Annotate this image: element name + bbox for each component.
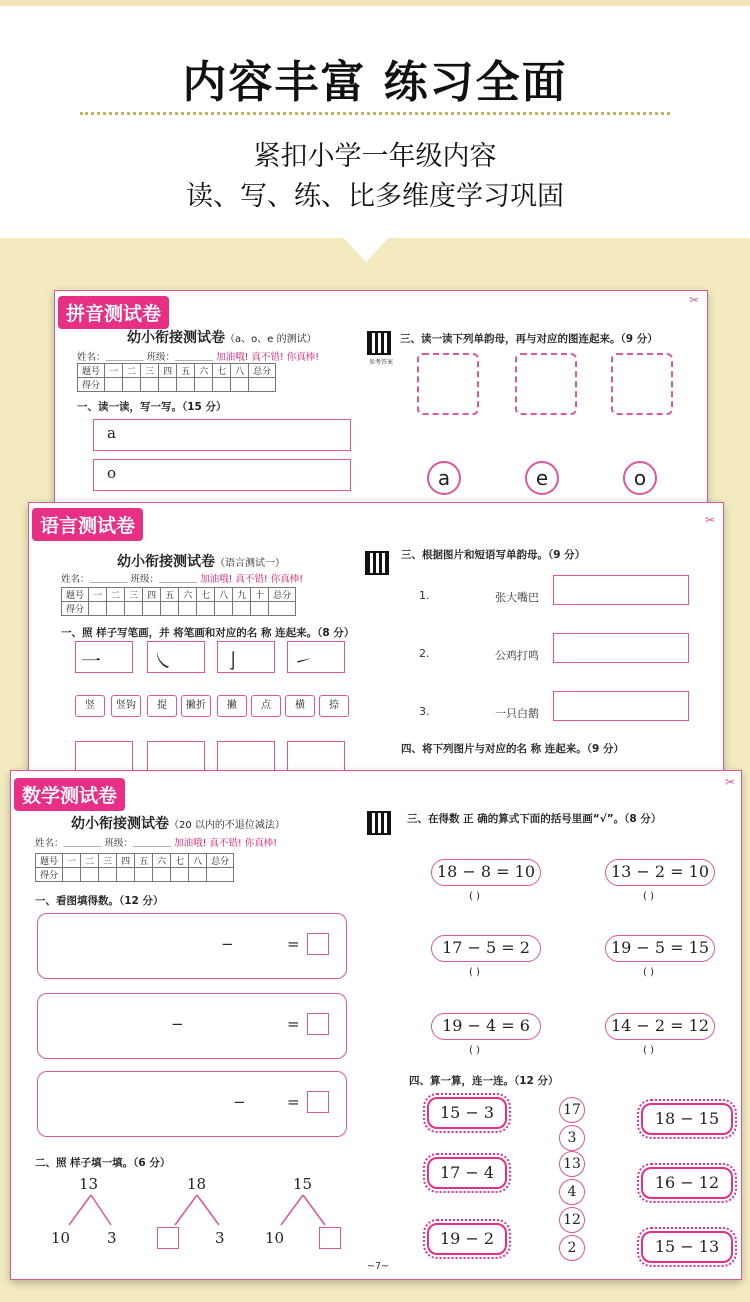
answer-paren[interactable]: ( ) — [469, 891, 480, 902]
table-header-cell: 五 — [177, 364, 195, 378]
item-num: 1. — [419, 589, 430, 602]
table-header-cell: 八 — [231, 364, 249, 378]
header — [0, 6, 750, 238]
section-3-title: 三、读一读下列单韵母，再与对应的图连起来。（9 分） — [400, 333, 658, 345]
table-header-cell: 七 — [197, 588, 215, 602]
tree-branch — [91, 1195, 111, 1225]
stroke-label: 点 — [251, 695, 281, 717]
tag-math: 数学测试卷 — [14, 778, 125, 811]
table-header-cell: 六 — [153, 854, 171, 868]
item-num: 3. — [419, 705, 430, 718]
op-minus: − — [233, 1093, 246, 1111]
qr-code — [367, 811, 391, 835]
stroke-char: ㇏ — [153, 649, 173, 673]
section-2-title: 二、照 样子填一填。（6 分） — [35, 1157, 171, 1169]
answer-box[interactable] — [157, 1227, 179, 1249]
table-header-cell: 六 — [195, 364, 213, 378]
table-header-cell: 四 — [143, 588, 161, 602]
answer-grid — [553, 691, 689, 721]
answer-box[interactable] — [307, 933, 329, 955]
page-number: ~7~ — [367, 1261, 389, 1272]
qr-label: 参考答案 — [369, 359, 394, 366]
rooster-image — [515, 353, 577, 415]
table-header-cell: 七 — [171, 854, 189, 868]
qr-code — [365, 551, 389, 575]
name-field: 姓名：＿＿＿＿ 班级：＿＿＿＿ 加油哦! 真不错! 你真棒! — [61, 574, 304, 585]
scissors-icon: ✂ — [688, 293, 699, 307]
section-1-title: 一、照 样子写笔画，并 将笔画和对应的名 称 连起来。（8 分） — [61, 627, 355, 639]
sheet-language — [28, 502, 724, 780]
pointer-notch — [342, 236, 390, 262]
tag-language: 语言测试卷 — [32, 508, 143, 541]
answer-box[interactable] — [319, 1227, 341, 1249]
stroke-box — [287, 741, 345, 773]
phrase: 张大嘴巴 — [495, 591, 539, 604]
table-header-cell: 十 — [251, 588, 269, 602]
subtitle-1: 紧扣小学一年级内容 — [253, 141, 497, 172]
answer-box[interactable] — [307, 1091, 329, 1113]
chick-image — [417, 353, 479, 415]
table-header-cell: 总分 — [207, 854, 234, 868]
table-header-cell: 二 — [123, 364, 141, 378]
answer-circle[interactable]: 12 — [559, 1207, 585, 1233]
picture-box — [37, 1071, 347, 1137]
op-equals: = — [287, 935, 300, 953]
letter-o: o — [107, 464, 117, 482]
picture-box — [37, 913, 347, 979]
tree-top: 15 — [293, 1175, 313, 1193]
expr-left[interactable]: 19 − 2 — [427, 1223, 507, 1255]
writing-grid — [93, 459, 351, 491]
op-equals: = — [287, 1015, 300, 1033]
table-header-cell: 四 — [117, 854, 135, 868]
score-table: 题号 一 二 三 四 五 六 七 八 九 十 总分 得分 — [61, 587, 296, 616]
circle-e: e — [525, 461, 559, 495]
stroke-label: 竖 — [75, 695, 105, 717]
answer-paren[interactable]: ( ) — [643, 891, 654, 902]
table-header-cell: 二 — [107, 588, 125, 602]
sheet-title: 幼小衔接测试卷（20 以内的不退位减法） — [71, 816, 285, 832]
circle-o: o — [623, 461, 657, 495]
sheet-title: 幼小衔接测试卷（语言测试一） — [117, 554, 285, 570]
section-1-title: 一、读一读，写一写。（15 分） — [77, 401, 227, 413]
section-3-title: 三、根据图片和短语写单韵母。（9 分） — [401, 549, 586, 561]
tree-branch — [175, 1195, 197, 1225]
table-header-cell: 三 — [99, 854, 117, 868]
score-table: 题号 一 二 三 四 五 六 七 八 总分 得分 — [77, 363, 276, 392]
circle-a: a — [427, 461, 461, 495]
stroke-label: 捺 — [319, 695, 349, 717]
stroke-label: 撇 — [217, 695, 247, 717]
headline: 内容丰富 练习全面 — [182, 57, 568, 108]
name-field: 姓名：＿＿＿＿ 班级：＿＿＿＿ 加油哦! 真不错! 你真棒! — [77, 352, 320, 363]
score-table: 题号 一 二 三 四 五 六 七 八 总分 得分 — [35, 853, 234, 882]
tree-top: 18 — [187, 1175, 207, 1193]
writing-grid — [93, 419, 351, 451]
table-header-cell: 一 — [105, 364, 123, 378]
section-4-title: 四、将下列图片与对应的名 称 连起来。（9 分） — [401, 743, 625, 755]
tag-pinyin: 拼音测试卷 — [58, 296, 169, 329]
dotted-divider — [80, 112, 670, 115]
expr-left[interactable]: 17 − 4 — [427, 1157, 507, 1189]
expr-right[interactable]: 15 − 13 — [641, 1231, 733, 1263]
stroke-box — [217, 741, 275, 773]
answer-grid — [553, 575, 689, 605]
tree-branch — [69, 1195, 91, 1225]
tree-left: 10 — [51, 1229, 71, 1247]
phrase: 公鸡打鸣 — [495, 649, 539, 662]
answer-paren[interactable]: ( ) — [643, 1045, 654, 1056]
equation: 17 − 5 = 2 — [431, 935, 541, 962]
tree-branch — [281, 1195, 303, 1225]
tree-right: 3 — [215, 1229, 225, 1247]
picture-box — [37, 993, 347, 1059]
table-header-cell: 五 — [135, 854, 153, 868]
stroke-label: 撇折 — [181, 695, 211, 717]
table-header-cell: 题号 — [62, 588, 89, 602]
stroke-box — [75, 741, 133, 773]
tree-top: 13 — [79, 1175, 99, 1193]
section-3-title: 三、在得数 正 确的算式下面的括号里画“√”。（8 分） — [407, 813, 662, 825]
answer-circle[interactable]: 3 — [559, 1125, 585, 1151]
stroke-char: ㇀ — [293, 649, 313, 673]
stroke-char: 亅 — [223, 649, 243, 673]
equation: 14 − 2 = 12 — [605, 1013, 715, 1040]
equation: 18 − 8 = 10 — [431, 859, 541, 886]
table-header-cell: 一 — [89, 588, 107, 602]
sheet-math — [10, 770, 742, 1280]
table-header-cell: 题号 — [36, 854, 63, 868]
item-num: 2. — [419, 647, 430, 660]
table-header-cell: 三 — [141, 364, 159, 378]
section-1-title: 一、看图填得数。（12 分） — [35, 895, 164, 907]
table-header-cell: 九 — [233, 588, 251, 602]
expr-left[interactable]: 15 − 3 — [427, 1097, 507, 1129]
goose-image — [611, 353, 673, 415]
equation: 19 − 5 = 15 — [605, 935, 715, 962]
op-equals: = — [287, 1093, 300, 1111]
table-header-cell: 二 — [81, 854, 99, 868]
stroke-box — [147, 741, 205, 773]
tree-branch — [197, 1195, 219, 1225]
table-header-cell: 八 — [189, 854, 207, 868]
answer-paren[interactable]: ( ) — [643, 967, 654, 978]
op-minus: − — [171, 1015, 184, 1033]
stroke-label: 竖钩 — [111, 695, 141, 717]
section-4-title: 四、算一算，连一连。（12 分） — [409, 1075, 559, 1087]
answer-circle[interactable]: 17 — [559, 1097, 585, 1123]
table-header-cell: 三 — [125, 588, 143, 602]
sheet-title: 幼小衔接测试卷（a、o、e 的测试） — [127, 330, 317, 346]
answer-grid — [553, 633, 689, 663]
table-header-cell: 五 — [161, 588, 179, 602]
answer-box[interactable] — [307, 1013, 329, 1035]
letter-a: a — [107, 424, 116, 442]
expr-right[interactable]: 16 − 12 — [641, 1167, 733, 1199]
op-minus: − — [221, 935, 234, 953]
scissors-icon: ✂ — [704, 513, 715, 527]
tree-right: 3 — [107, 1229, 117, 1247]
tree-left: 10 — [265, 1229, 285, 1247]
stroke-char: 一 — [81, 649, 101, 673]
table-header-cell: 四 — [159, 364, 177, 378]
table-header-cell: 题号 — [78, 364, 105, 378]
scissors-icon: ✂ — [724, 775, 735, 789]
table-header-cell: 七 — [213, 364, 231, 378]
equation: 19 − 4 = 6 — [431, 1013, 541, 1040]
answer-paren[interactable]: ( ) — [469, 1045, 480, 1056]
subtitle-2: 读、写、练、比多维度学习巩固 — [186, 181, 564, 212]
table-header-cell: 总分 — [269, 588, 296, 602]
answer-circle[interactable]: 2 — [559, 1235, 585, 1261]
tree-branch — [303, 1195, 325, 1225]
stroke-label: 提 — [147, 695, 177, 717]
phrase: 一只白鹅 — [495, 707, 539, 720]
expr-right[interactable]: 18 − 15 — [641, 1103, 733, 1135]
answer-circle[interactable]: 4 — [559, 1179, 585, 1205]
table-header-cell: 六 — [179, 588, 197, 602]
equation: 13 − 2 = 10 — [605, 859, 715, 886]
stroke-label: 横 — [285, 695, 315, 717]
table-header-cell: 总分 — [249, 364, 276, 378]
table-header-cell: 一 — [63, 854, 81, 868]
table-header-cell: 八 — [215, 588, 233, 602]
name-field: 姓名：＿＿＿＿ 班级：＿＿＿＿ 加油哦! 真不错! 你真棒! — [35, 838, 278, 849]
answer-paren[interactable]: ( ) — [469, 967, 480, 978]
answer-circle[interactable]: 13 — [559, 1151, 585, 1177]
qr-code — [367, 331, 391, 355]
